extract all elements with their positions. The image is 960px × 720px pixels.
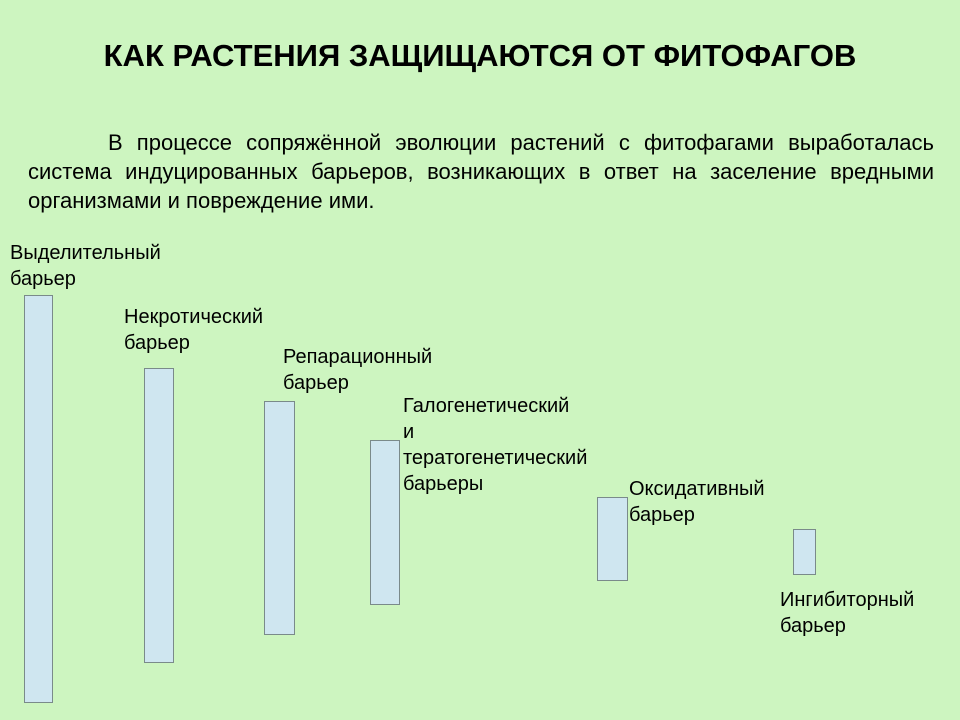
barrier-bar-necrotic [144, 368, 174, 663]
barrier-bar-oxidative [597, 497, 628, 581]
barrier-label-halogenetic: Галогенетический и тератогенетический барьеры [403, 395, 588, 495]
barrier-bar-inhibitory [793, 529, 816, 575]
barrier-bar-halogenetic [370, 440, 400, 605]
barrier-label-excretory: Выделительный барьер [10, 242, 161, 290]
intro-paragraph: В процессе сопряжённой эволюции растений с фитофагами выработалась система индуцированных барьеров, возникающих в ответ на заселение вредными организмами и повреждение ими. [28, 130, 934, 213]
barrier-label-necrotic: Некротический барьер [124, 306, 264, 354]
page-title: КАК РАСТЕНИЯ ЗАЩИЩАЮТСЯ ОТ ФИТОФАГОВ [103, 38, 857, 73]
barrier-label-inhibitory: Ингибиторный барьер [780, 589, 915, 637]
barrier-bar-reparative [264, 401, 295, 635]
barrier-label-oxidative: Оксидативный барьер [629, 478, 765, 526]
barrier-bar-excretory [24, 295, 53, 703]
barrier-label-reparative: Репарационный барьер [283, 346, 433, 394]
